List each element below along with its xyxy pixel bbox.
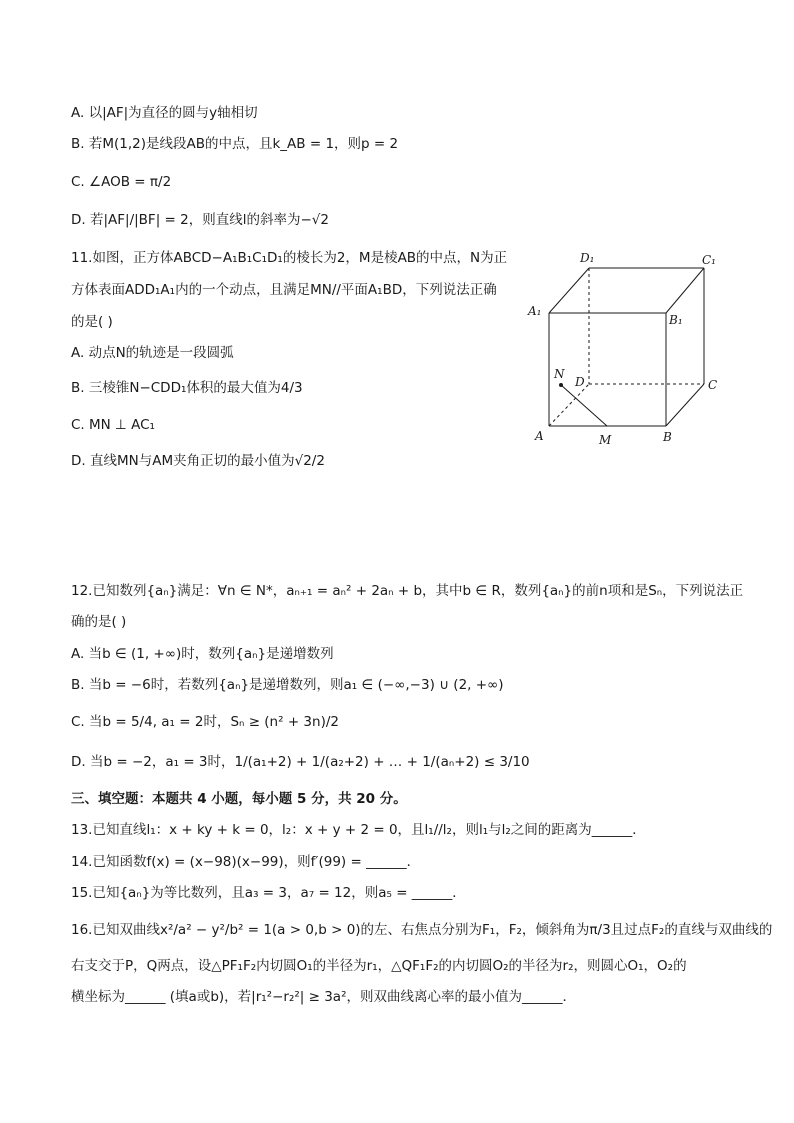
section-heading: 三、填空题：本题共 4 小题，每小题 5 分，共 20 分。 <box>71 791 407 807</box>
q15: 15.已知{aₙ}为等比数列，且a₃ = 3，a₇ = 12，则a₅ = ______． <box>71 885 466 901</box>
segment-mn <box>561 385 607 426</box>
q11-option-d: D. 直线MN与AM夹角正切的最小值为√2/2 <box>71 453 325 469</box>
q11-option-a: A. 动点N的轨迹是一段圆弧 <box>71 345 234 361</box>
q11-option-b: B. 三棱锥N−CDD₁体积的最大值为4/3 <box>71 380 303 396</box>
edge-b1c1 <box>666 268 704 313</box>
label-m: M <box>599 433 612 447</box>
q10-option-c: C. ∠AOB = π/2 <box>71 174 172 190</box>
q10-option-d: D. 若|AF|/|BF| = 2，则直线l的斜率为−√2 <box>71 212 329 228</box>
q16-line1: 16.已知双曲线x²/a² − y²/b² = 1(a > 0,b > 0)的左、右焦点分别为F₁，F₂，倾斜角为π/3且过点F₂的直线与双曲线的 <box>71 922 773 938</box>
cube-figure <box>524 248 724 448</box>
point-n <box>559 383 563 387</box>
q12-stem-line1: 12.已知数列{aₙ}满足：∀n ∈ N*，aₙ₊₁ = aₙ² + 2aₙ + b，其中b ∈ R，数列{aₙ}的前n项和是Sₙ，下列说法正 <box>71 583 744 599</box>
q10-option-a: A. 以|AF|为直径的圆与y轴相切 <box>71 105 258 121</box>
label-a: A <box>535 429 544 443</box>
q12-stem-line2: 确的是( ) <box>71 614 127 630</box>
edge-a1d1 <box>549 268 589 313</box>
q11-stem-line2: 方体表面ADD₁A₁内的一个动点，且满足MN//平面A₁BD，下列说法正确 <box>71 282 497 298</box>
label-a1: A₁ <box>528 304 542 318</box>
q12-option-b: B. 当b = −6时，若数列{aₙ}是递增数列，则a₁ ∈ (−∞,−3) ∪ (2, +∞) <box>71 677 504 693</box>
label-c1: C₁ <box>702 253 716 267</box>
q16-line3: 横坐标为______ (填a或b)，若|r₁²−r₂²| ≥ 3a²，则双曲线离心率的最小值为______． <box>71 989 576 1005</box>
label-d: D <box>575 375 585 389</box>
q14: 14.已知函数f(x) = (x−98)(x−99)，则f′(99) = ______． <box>71 854 421 870</box>
edge-bc <box>666 384 704 426</box>
q12-option-a: A. 当b ∈ (1, +∞)时，数列{aₙ}是递增数列 <box>71 646 334 662</box>
label-b: B <box>663 430 672 444</box>
q16-line2: 右支交于P，Q两点，设△PF₁F₂内切圆O₁的半径为r₁，△QF₁F₂的内切圆O₂的半径为r₂，则圆心O₁，O₂的 <box>71 958 687 974</box>
label-c: C <box>708 378 718 392</box>
label-b1: B₁ <box>669 313 683 327</box>
q11-stem-line1: 11.如图，正方体ABCD−A₁B₁C₁D₁的棱长为2，M是棱AB的中点，N为正 <box>71 250 508 266</box>
label-d1: D₁ <box>580 251 595 265</box>
q12-option-d: D. 当b = −2，a₁ = 3时，1/(a₁+2) + 1/(a₂+2) + … + 1/(aₙ+2) ≤ 3/10 <box>71 754 530 770</box>
q11-option-c: C. MN ⊥ AC₁ <box>71 417 155 433</box>
q12-option-c: C. 当b = 5/4, a₁ = 2时，Sₙ ≥ (n² + 3n)/2 <box>71 714 339 730</box>
label-n: N <box>554 367 565 381</box>
q11-stem-line3: 的是( ) <box>71 314 113 330</box>
q10-option-b: B. 若M(1,2)是线段AB的中点，且k_AB = 1，则p = 2 <box>71 136 399 152</box>
q13: 13.已知直线l₁：x + ky + k = 0，l₂：x + y + 2 = 0，且l₁//l₂，则l₁与l₂之间的距离为______． <box>71 822 646 838</box>
